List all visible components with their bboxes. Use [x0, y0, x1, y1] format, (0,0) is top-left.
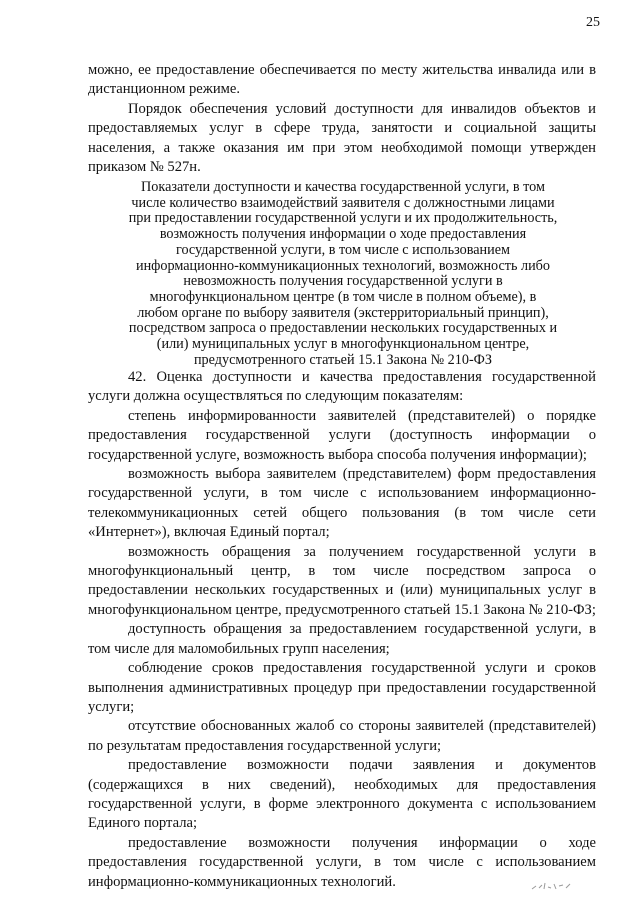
paragraph-indicator: возможность обращения за получением государственной услуги в многофункциональный центр, в том числе посредством запроса о предоставлении нескольких государственных и (или) муниципальных услуг в многофункциональном центре, предусмотренного статьей 15.1 Закона № 210-ФЗ;	[88, 543, 596, 618]
paragraph-indicator: степень информированности заявителей (представителей) о порядке предоставления государственной услуги (доступность информации о государственной услуге, возможность выбора способа получения информации);	[88, 407, 596, 463]
paragraph-indicator: предоставление возможности получения информации о ходе предоставления государственной услуги, в том числе с использованием информационно-коммуникационных технологий.	[88, 834, 596, 890]
intro-text	[88, 61, 596, 177]
paragraph-accessibility-order: Порядок обеспечения условий доступности для инвалидов объектов и предоставляемых услуг в сфере труда, занятости и социальной защиты населения, а также оказания им при этом необходимой помощи утвержден приказом № 527н.	[88, 100, 596, 176]
page-number: 25	[586, 15, 600, 30]
paragraph-indicator: возможность выбора заявителем (представителем) форм предоставления государственной услуги, в том числе с использованием информационно-телекоммуникационных сетей общего пользования (в том числе сети «Интернет»), включая Единый портал;	[88, 466, 596, 541]
paragraph-indicator: соблюдение сроков предоставления государственной услуги и сроков выполнения административных процедур при предоставлении государственной услуги;	[88, 660, 596, 715]
paragraph-item-42: 42. Оценка доступности и качества предоставления государственной услуги должна осуществляться по следующим показателям:	[88, 369, 596, 405]
scan-artifact-mark	[530, 880, 574, 892]
section-heading: Показатели доступности и качества государственной услуги, в том числе количество взаимодействий заявителя с должностными лицами при предоставлении государственной услуги и их продолжительность, возможность получения информации о ходе предоставления государственной услуги, в том числе с использованием информационно-коммуникационных технологий, возможность либо невозможность получения государственной услуги в многофункциональном центре (в том числе в полном объеме), в любом органе по выбору заявителя (экстерриториальный принцип), посредством запроса о предоставлении нескольких государственных и (или) муниципальных услуг в многофункциональном центре, предусмотренного статьей 15.1 Закона № 210-ФЗ	[128, 179, 558, 368]
paragraph-indicator: предоставление возможности подачи заявления и документов (содержащихся в них сведений), необходимых для предоставления государственной услуги, в форме электронного документа с использованием Единого портала;	[88, 757, 596, 832]
paragraph-indicator: отсутствие обоснованных жалоб со стороны заявителей (представителей) по результатам предоставления государственной услуги;	[88, 718, 596, 754]
main-text	[88, 368, 596, 892]
paragraph-indicator: доступность обращения за предоставлением государственной услуги, в том числе для маломобильных групп населения;	[88, 621, 596, 657]
paragraph-continuation: можно, ее предоставление обеспечивается по месту жительства инвалида или в дистанционном режиме.	[88, 62, 596, 98]
